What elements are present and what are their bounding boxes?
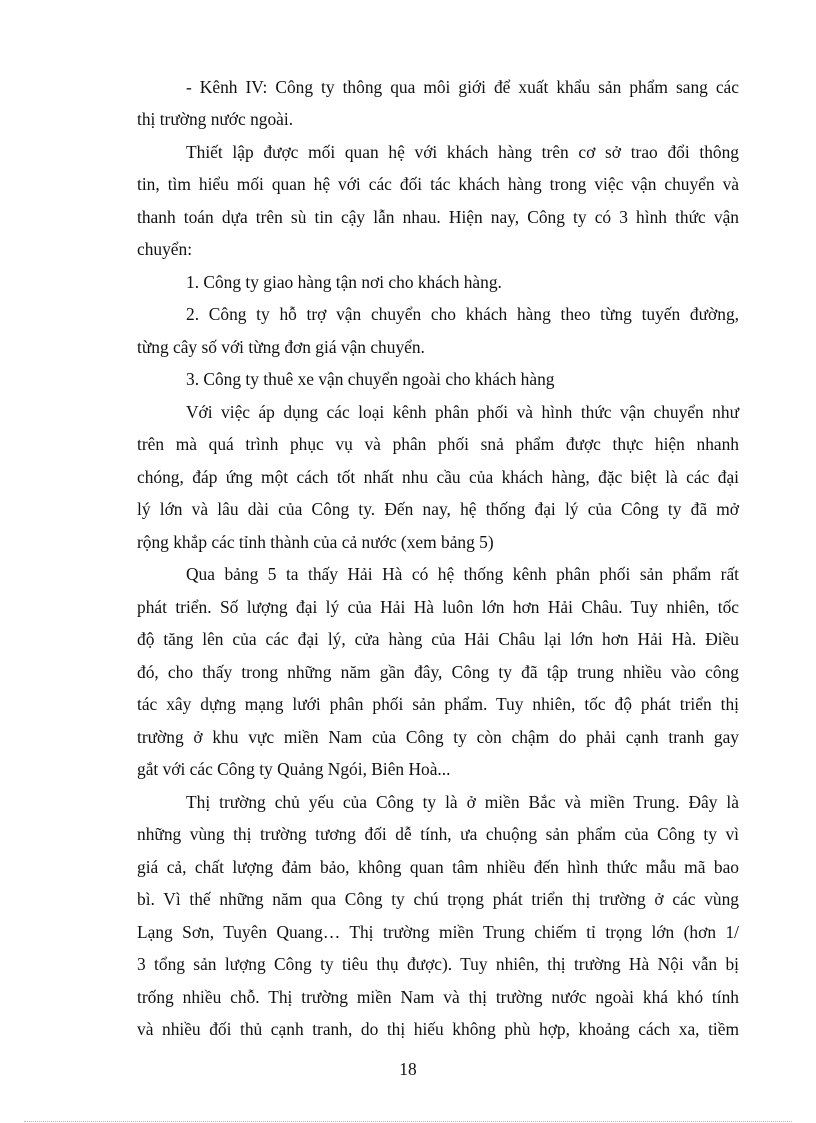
text-line: Lạng Sơn, Tuyên Quang… Thị trường miền Trung chiếm tỉ trọng lớn (hơn 1/: [137, 922, 739, 942]
text-line: Qua bảng 5 ta thấy Hải Hà có hệ thống kênh phân phối sản phẩm rất: [186, 564, 739, 584]
text-line: thị trường nước ngoài.: [137, 109, 294, 129]
text-line: giá cả, chất lượng đảm bảo, không quan tâm nhiều đến hình thức mẫu mã bao: [137, 857, 739, 877]
text-line: đó, cho thấy trong những năm gần đây, Công ty đã tập trung nhiều vào công: [137, 662, 739, 682]
text-line: chóng, đáp ứng một cách tốt nhất nhu cầu của khách hàng, đặc biệt là các đại: [137, 467, 739, 487]
text-line: 3 tổng sản lượng Công ty tiêu thụ được). Tuy nhiên, thị trường Hà Nội vẫn bị: [137, 954, 739, 974]
text-line: độ tăng lên của các đại lý, cửa hàng của Hải Châu lại lớn hơn Hải Hà. Điều: [137, 629, 739, 649]
text-line: rộng khắp các tỉnh thành của cả nước (xem bảng 5): [137, 532, 494, 552]
text-line: tin, tìm hiểu mối quan hệ với các đối tác khách hàng trong việc vận chuyển và: [137, 174, 739, 194]
text-line: Thiết lập được mối quan hệ với khách hàng trên cơ sở trao đổi thông: [186, 142, 739, 162]
text-line: trống nhiều chỗ. Thị trường miền Nam và thị trường nước ngoài khá khó tính: [137, 987, 739, 1007]
text-line: Với việc áp dụng các loại kênh phân phối và hình thức vận chuyển như: [186, 402, 739, 422]
text-line: phát triển. Số lượng đại lý của Hải Hà luôn lớn hơn Hải Châu. Tuy nhiên, tốc: [137, 597, 739, 617]
page-number: 18: [399, 1059, 417, 1079]
text-line: 2. Công ty hỗ trợ vận chuyển cho khách hàng theo từng tuyến đường,: [186, 304, 739, 324]
text-line: trường ở khu vực miền Nam của Công ty còn chậm do phải cạnh tranh gay: [137, 727, 739, 747]
text-line: 3. Công ty thuê xe vận chuyển ngoài cho khách hàng: [186, 369, 555, 389]
text-line: từng cây số với từng đơn giá vận chuyển.: [137, 337, 425, 357]
text-line: thanh toán dựa trên sù tin cậy lẫn nhau. Hiện nay, Công ty có 3 hình thức vận: [137, 207, 739, 227]
text-line: lý lớn và lâu dài của Công ty. Đến nay, hệ thống đại lý của Công ty đã mở: [137, 499, 739, 519]
text-line: gắt với các Công ty Quảng Ngói, Biên Hoà...: [137, 759, 451, 779]
text-line: bì. Vì thế những năm qua Công ty chú trọng phát triển thị trường ở các vùng: [137, 889, 739, 909]
footer-divider: [24, 1121, 792, 1122]
text-line: chuyển:: [137, 239, 193, 259]
text-line: những vùng thị trường tương đối dễ tính, ưa chuộng sản phẩm của Công ty vì: [137, 824, 739, 844]
text-line: tác xây dựng mạng lưới phân phối sản phẩm. Tuy nhiên, tốc độ phát triển thị: [137, 694, 739, 714]
text-line: 1. Công ty giao hàng tận nơi cho khách hàng.: [186, 272, 502, 292]
text-line: - Kênh IV: Công ty thông qua môi giới để xuất khẩu sản phẩm sang các: [186, 77, 739, 97]
text-line: trên mà quá trình phục vụ và phân phối snả phẩm được thực hiện nhanh: [137, 434, 739, 454]
text-line: Thị trường chủ yếu của Công ty là ở miền Bắc và miền Trung. Đây là: [186, 792, 739, 812]
text-line: và nhiều đối thủ cạnh tranh, do thị hiếu không phù hợp, khoảng cách xa, tiềm: [137, 1019, 739, 1039]
